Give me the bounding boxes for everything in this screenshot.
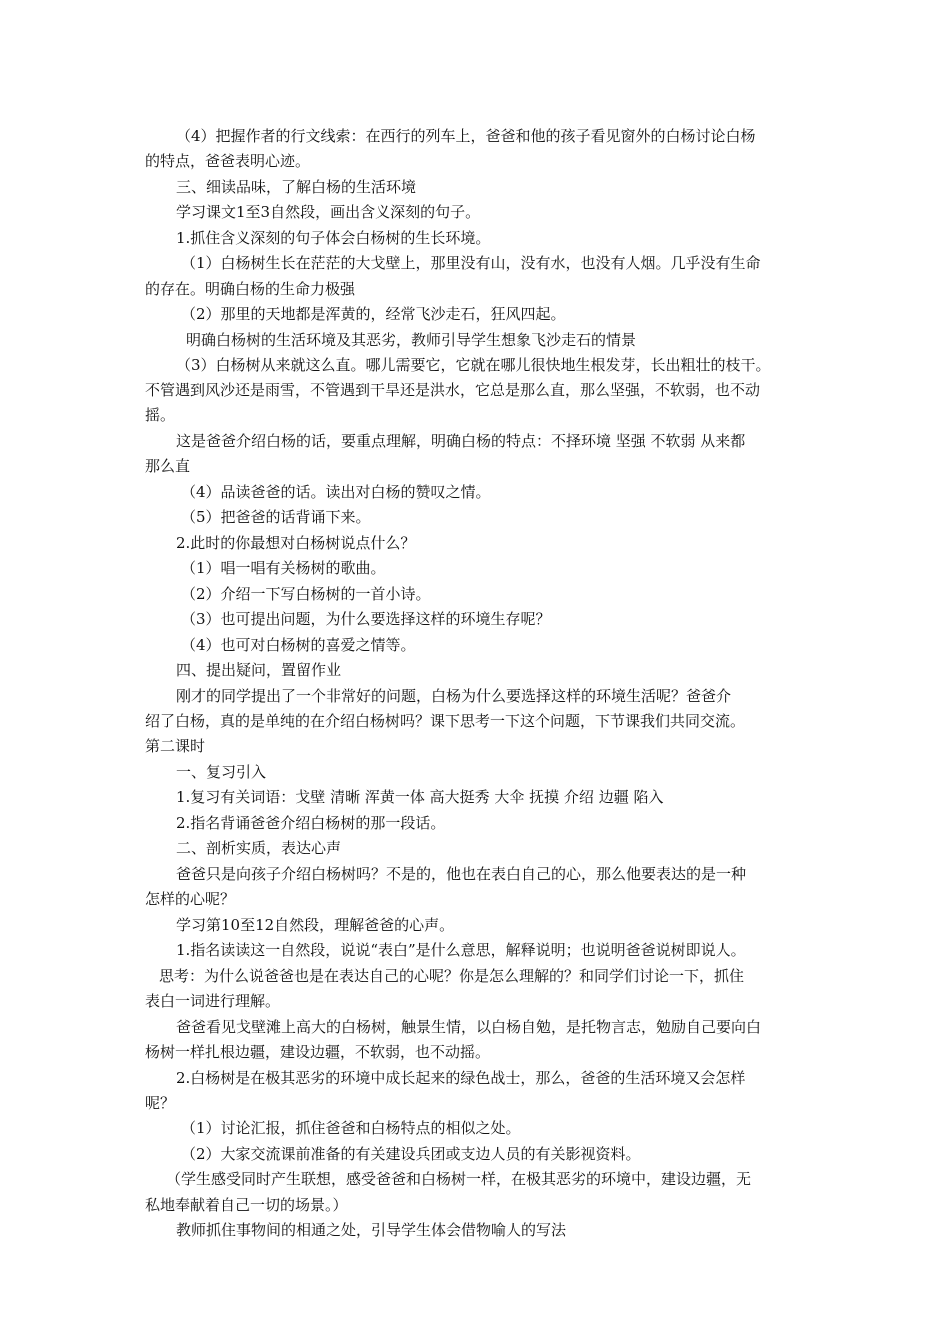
text-line: 2.此时的你最想对白杨树说点什么？ <box>176 534 416 552</box>
text-line: 怎样的心呢？ <box>145 890 236 908</box>
text-line: （学生感受同时产生联想，感受爸爸和白杨树一样，在极其恶劣的环境中，建设边疆，无 <box>166 1170 752 1188</box>
text-line: 表白一词进行理解。 <box>145 992 281 1010</box>
text-line: 绍了白杨，真的是单纯的在介绍白杨树吗？课下思考一下这个问题，下节课我们共同交流。 <box>145 712 746 730</box>
section-heading: 四、提出疑问，置留作业 <box>176 661 342 679</box>
text-line: 这是爸爸介绍白杨的话，要重点理解，明确白杨的特点：不择环境 坚强 不软弱 从来都 <box>176 432 746 450</box>
text-line: （3）白杨树从来就这么直。哪儿需要它，它就在哪儿很快地生根发芽，长出粗壮的枝干。 <box>176 356 771 374</box>
text-line: 爸爸只是向孩子介绍白杨树吗？不是的，他也在表白自己的心，那么他要表达的是一种 <box>176 865 747 883</box>
text-line: 摇。 <box>145 406 176 424</box>
text-line: （1）白杨树生长在茫茫的大戈壁上，那里没有山，没有水，也没有人烟。几乎没有生命 <box>181 254 761 272</box>
text-line: （2）介绍一下写白杨树的一首小诗。 <box>181 585 431 603</box>
text-line: 杨树一样扎根边疆，建设边疆，不软弱，也不动摇。 <box>145 1043 491 1061</box>
text-line: 学习课文1至3自然段，画出含义深刻的句子。 <box>176 203 481 221</box>
text-line: （2）大家交流课前准备的有关建设兵团或支边人员的有关影视资料。 <box>181 1145 641 1163</box>
text-line: 私地奉献着自己一切的场景。） <box>145 1196 348 1214</box>
text-line: （1）唱一唱有关杨树的歌曲。 <box>181 559 386 577</box>
text-line: 学习第10至12自然段，理解爸爸的心声。 <box>176 916 455 934</box>
text-line: （4）也可对白杨树的喜爱之情等。 <box>181 636 416 654</box>
text-line: 2.指名背诵爸爸介绍白杨树的那一段话。 <box>176 814 446 832</box>
text-line: （2）那里的天地都是浑黄的，经常飞沙走石，狂风四起。 <box>181 305 566 323</box>
text-line: （3）也可提出问题，为什么要选择这样的环境生存呢？ <box>181 610 551 628</box>
text-line: 爸爸看见戈壁滩上高大的白杨树，触景生情，以白杨自勉，是托物言志，勉励自己要向白 <box>176 1018 762 1036</box>
text-line: （4）品读爸爸的话。读出对白杨的赞叹之情。 <box>181 483 491 501</box>
text-line: 呢？ <box>145 1094 176 1112</box>
text-line: 的存在。明确白杨的生命力极强 <box>145 280 356 298</box>
text-line: 1.指名读读这一自然段，说说“表白”是什么意思，解释说明；也说明爸爸说树即说人。 <box>176 941 746 959</box>
text-line: 1.复习有关词语：戈壁 清晰 浑黄一体 高大挺秀 大伞 抚摸 介绍 边疆 陷入 <box>176 788 664 806</box>
text-line: 刚才的同学提出了一个非常好的问题，白杨为什么要选择这样的环境生活呢？爸爸介 <box>176 687 732 705</box>
text-line: （1）讨论汇报，抓住爸爸和白杨特点的相似之处。 <box>181 1119 521 1137</box>
text-line: 的特点，爸爸表明心迹。 <box>145 152 311 170</box>
text-line: 1.抓住含义深刻的句子体会白杨树的生长环境。 <box>176 229 491 247</box>
section-heading: 一、复习引入 <box>176 763 267 781</box>
text-line: （5）把爸爸的话背诵下来。 <box>181 508 371 526</box>
section-heading: 二、剖析实质，表达心声 <box>176 839 342 857</box>
text-line: 2.白杨树是在极其恶劣的环境中成长起来的绿色战士，那么，爸爸的生活环境又会怎样 <box>176 1069 746 1087</box>
text-line: 教师抓住事物间的相通之处，引导学生体会借物喻人的写法 <box>176 1221 567 1239</box>
text-line: 思考：为什么说爸爸也是在表达自己的心呢？你是怎么理解的？和同学们讨论一下，抓住 <box>159 967 745 985</box>
text-line: 不管遇到风沙还是雨雪，不管遇到干旱还是洪水，它总是那么直，那么坚强，不软弱，也不动 <box>145 381 761 399</box>
text-line: （4）把握作者的行文线索：在西行的列车上，爸爸和他的孩子看见窗外的白杨讨论白杨 <box>176 127 756 145</box>
text-line: 明确白杨树的生活环境及其恶劣，教师引导学生想象飞沙走石的情景 <box>186 331 637 349</box>
lesson-heading: 第二课时 <box>145 737 206 755</box>
section-heading: 三、细读品味，了解白杨的生活环境 <box>176 178 417 196</box>
text-line: 那么直 <box>145 457 191 475</box>
